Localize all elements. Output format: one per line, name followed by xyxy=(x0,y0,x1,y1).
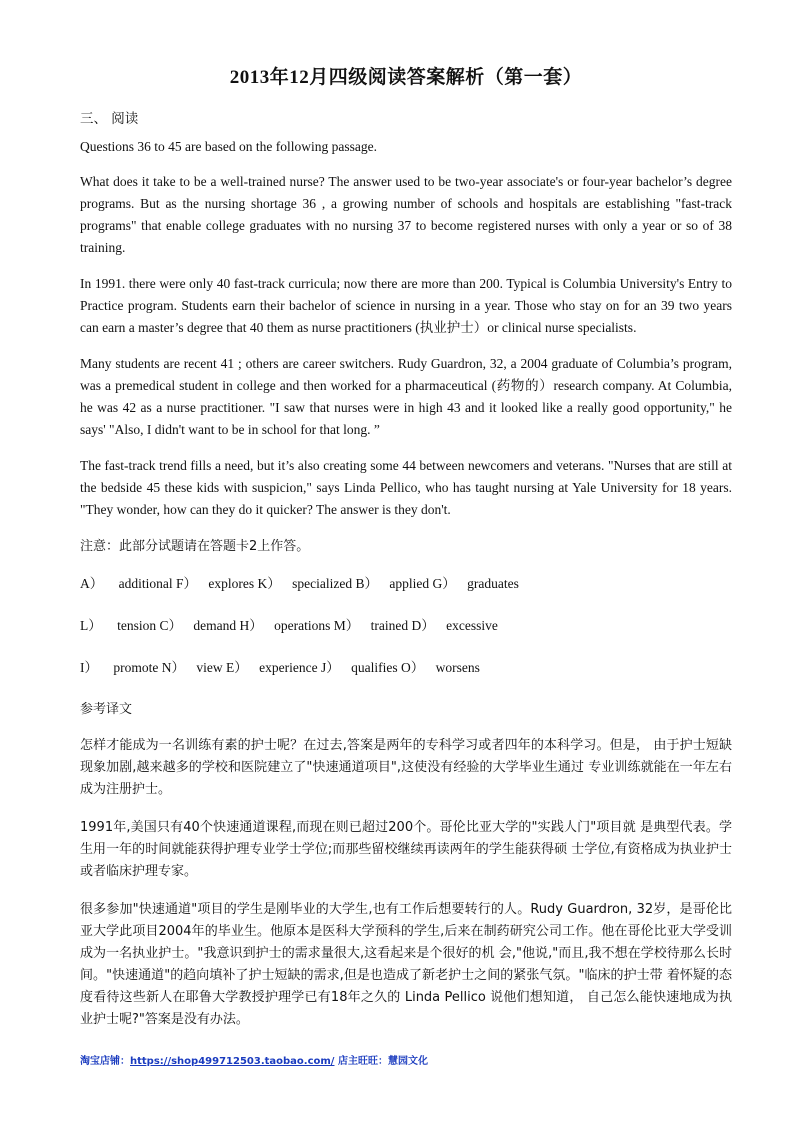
word-bank-option: demand H） xyxy=(193,618,263,633)
document-page xyxy=(80,62,732,1047)
word-bank-row xyxy=(80,572,732,592)
word-bank-option: I） xyxy=(80,660,98,675)
word-bank-option: specialized B） xyxy=(292,576,378,591)
word-bank-option: worsens xyxy=(435,660,480,675)
translation-paragraph: 1991年,美国只有40个快速通道课程,而现在则已超过200个。哥伦比亚大学的"实践人门"项目就 是典型代表。学生用一年的时间就能获得护理专业学士学位;而那些留校继续再读两年的学生能获得硕 士学位,有资格成为执业护士或者临床护理专家。 xyxy=(80,820,732,879)
word-bank-option: additional F） xyxy=(118,576,197,591)
word-bank-option: explores K） xyxy=(208,576,281,591)
word-bank-option: A） xyxy=(80,576,104,591)
footer-shop-label: 淘宝店铺： xyxy=(80,1056,130,1067)
translation-paragraph: 怎样才能成为一名训练有素的护士呢？在过去,答案是两年的专科学习或者四年的本科学习。但是， 由于护士短缺现象加剧,越来越多的学校和医院建立了"快速通道项目",这使没有经验的大学毕业生通过 专业训练就能在一年左右成为注册护士。 xyxy=(80,738,732,797)
page-title: 2013年12月四级阅读答案解析（第一套） xyxy=(229,67,583,88)
word-bank-option: view E） xyxy=(196,660,248,675)
passage-intro: Questions 36 to 45 are based on the following passage. xyxy=(80,139,377,154)
passage-paragraph: What does it take to be a well-trained nurse? The answer used to be two-year associate's or four-year bachelor’s degree programs. But as the nursing shortage 36 , a growing number of schools and hospitals are establishing "fast-track programs" that enable college graduates with no nursing 37 to become registered nurses with only a year or so of 38 training. xyxy=(80,174,732,255)
word-bank-option: experience J） xyxy=(259,660,340,675)
word-bank-option: qualifies O） xyxy=(351,660,425,675)
passage-paragraph: Many students are recent 41 ; others are career switchers. Rudy Guardron, 32, a 2004 graduate of Columbia’s program, was a premedical student in college and then worked for a pharmaceutical (药物的）research company. At Columbia, he was 42 as a nurse practitioner. "I saw that nurses were in high 43 and it looked like a really good opportunity," he says' "Also, I didn't want to be in school for that long. ” xyxy=(80,356,732,437)
word-bank-row xyxy=(80,656,732,676)
passage-paragraph: The fast-track trend fills a need, but it’s also creating some 44 between newcomers and veterans. "Nurses that are still at the bedside 45 these kids with suspicion," says Linda Pellico, who has taught nursing at Yale University for 18 years. "They wonder, how can they do it quicker? The answer is they don't. xyxy=(80,458,732,517)
footer-shop-link[interactable]: https://shop499712503.taobao.com/ xyxy=(130,1056,335,1067)
translation-paragraph: 很多参加"快速通道"项目的学生是刚毕业的大学生,也有工作后想要转行的人。Rudy Guardron, 32岁，是哥伦比亚大学此项目2004年的毕业生。他原本是医科大学预科的学生,后来在制药研究公司工作。他在哥伦比亚大学受训成为一名执业护士。"我意识到护士的需求量很大,这看起来是个很好的机 会,"他说,"而且,我不想在学校待那么长时间。"快速通道"的趋向填补了护士短缺的需求,但是也造成了新老护士之间的紧张气氛。"临床的护士带 着怀疑的态度看待这些新人在耶鲁大学教授护理学已有18年之久的 Linda Pellico 说他们想知道， 自己怎么能快速地成为执业护士呢?"答案是没有办法。 xyxy=(80,902,732,1027)
word-bank-option: trained D） xyxy=(370,618,435,633)
word-bank-row xyxy=(80,614,732,634)
word-bank-option: L） xyxy=(80,618,102,633)
footer-owner-label: 店主旺旺：慧园文化 xyxy=(334,1056,428,1067)
word-bank-option: promote N） xyxy=(113,660,185,675)
word-bank-option: tension C） xyxy=(117,618,183,633)
translation-heading: 参考译文 xyxy=(80,702,133,717)
section-heading: 三、 阅读 xyxy=(80,111,139,127)
word-bank-option: applied G） xyxy=(389,576,456,591)
word-bank-option: graduates xyxy=(467,576,519,591)
word-bank-option: excessive xyxy=(446,618,498,633)
page-footer xyxy=(80,1052,428,1067)
passage-paragraph: In 1991. there were only 40 fast-track curricula; now there are more than 200. Typical is Columbia University's Entry to Practice program. Students earn their bachelor of science in nursing in a year. Those who stay on for an 39 two years can earn a master’s degree that 40 them as nurse practitioners (执业护士）or clinical nurse specialists. xyxy=(80,276,732,335)
answer-card-note: 注意：此部分试题请在答题卡2上作答。 xyxy=(80,539,310,554)
word-bank-option: operations M） xyxy=(274,618,360,633)
